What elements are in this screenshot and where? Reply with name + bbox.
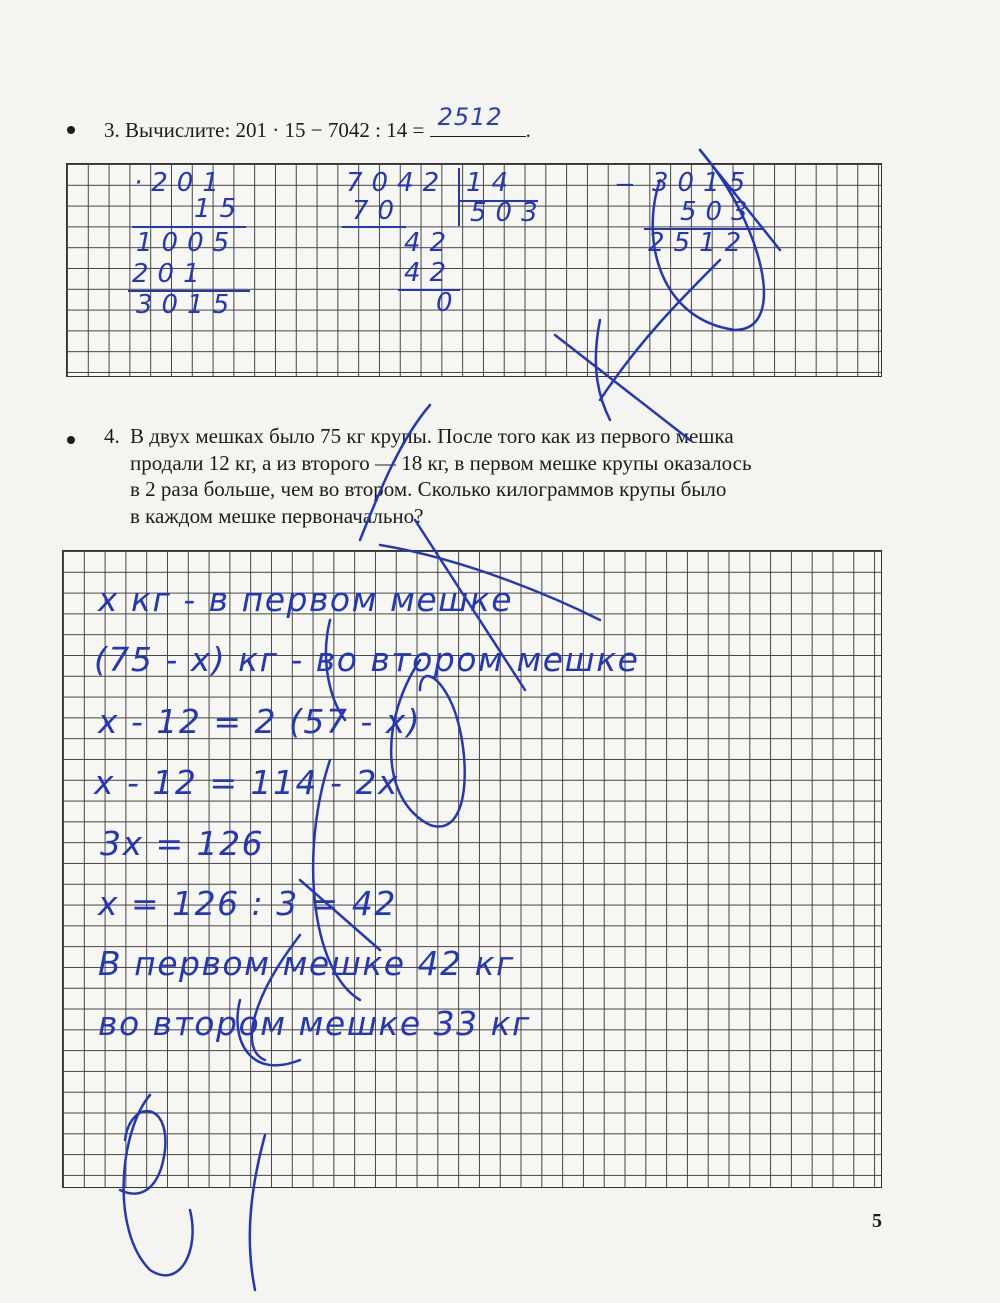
- solution-line-1: x кг - в первом мешке: [98, 580, 514, 619]
- div-divisor: 14: [466, 168, 518, 198]
- mult-result: 3015: [136, 290, 239, 320]
- sub-minus-sign: −: [614, 170, 645, 200]
- page-number: 5: [872, 1210, 882, 1232]
- task3-statement: [104, 103, 531, 143]
- solution-line-2: (75 - x) кг - во втором мешке: [94, 640, 640, 679]
- mult-partial-1: 1005: [136, 228, 239, 258]
- div-subtract-1: 70: [352, 196, 404, 226]
- task4-bullet: [67, 436, 75, 444]
- solution-line-5: 3x = 126: [100, 824, 265, 863]
- div-rule-1: [342, 226, 406, 228]
- mult-operand-a: ·201: [134, 168, 228, 198]
- task3-answer-blank: [430, 103, 526, 137]
- div-corner-v: [458, 168, 460, 226]
- solution-line-7: В первом мешке 42 кг: [98, 944, 515, 983]
- task4-line-3: в 2 раза больше, чем во втором. Сколько килограммов крупы было: [130, 477, 727, 501]
- task3-number: 3.: [104, 118, 120, 142]
- sub-result: 2512: [648, 228, 751, 258]
- mult-partial-2: 201: [132, 259, 209, 289]
- mult-operand-b: 15: [194, 194, 246, 224]
- task4-line-2: продали 12 кг, а из второго — 18 кг, в первом мешке крупы оказалось: [130, 450, 752, 475]
- sub-operand-a: 3015: [652, 168, 755, 198]
- solution-line-6: x = 126 : 3 = 42: [98, 884, 397, 923]
- solution-line-8: во втором мешке 33 кг: [98, 1004, 531, 1043]
- task3-bullet: [67, 126, 75, 134]
- task3-end-punct: .: [525, 118, 531, 142]
- task3-answer: 2512: [437, 103, 503, 131]
- task3-expression: Вычислите: 201 · 15 − 7042 : 14 =: [125, 118, 425, 142]
- task4-number: 4.: [104, 424, 120, 448]
- task4-line-1: В двух мешках было 75 кг крупы. После того как из первого мешка: [130, 424, 734, 448]
- div-dividend: 7042: [346, 168, 449, 198]
- div-remainder-1: 42: [404, 228, 456, 258]
- sub-operand-b: 503: [680, 197, 757, 227]
- solution-line-3: x - 12 = 2 (57 - x): [98, 702, 422, 741]
- div-subtract-2: 42: [404, 258, 456, 288]
- div-quotient: 503: [470, 198, 547, 228]
- task4-line-4: в каждом мешке первоначально?: [130, 503, 424, 528]
- solution-line-4: x - 12 = 114 - 2x: [94, 763, 399, 802]
- task4-statement: [130, 423, 752, 529]
- div-remainder-final: 0: [436, 288, 462, 318]
